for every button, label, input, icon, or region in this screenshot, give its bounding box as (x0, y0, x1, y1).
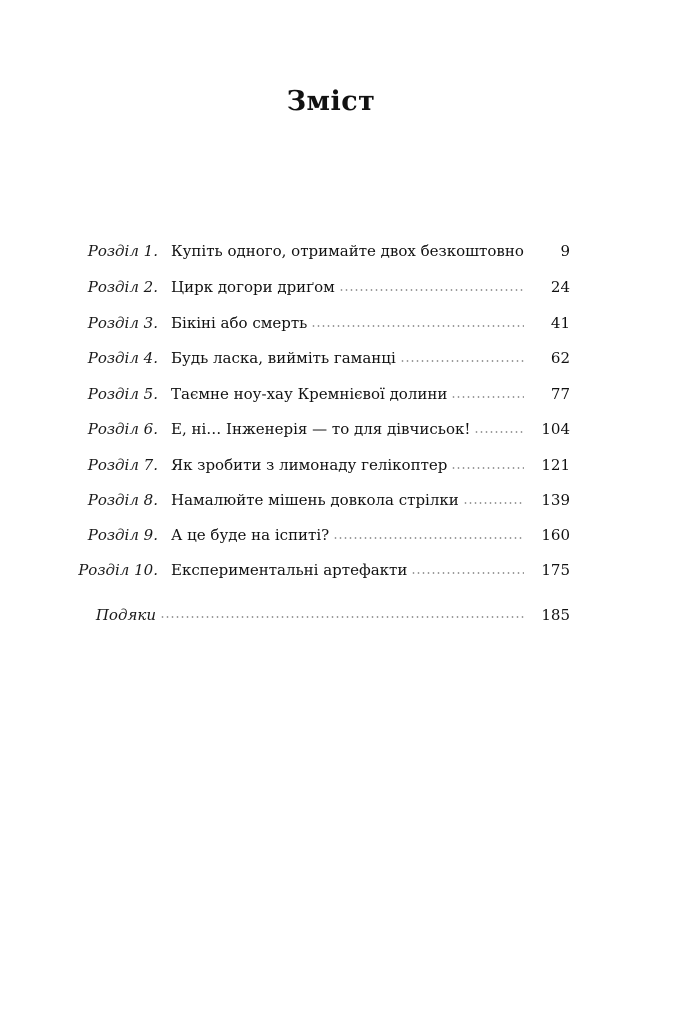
chapter-title: Як зробити з лимонаду гелікоптер (171, 456, 448, 474)
chapter-label: Розділ 2. (87, 278, 158, 296)
page-number: 41 (550, 314, 570, 332)
toc-entry-9 (0, 522, 682, 548)
chapter-title: Експериментальні артефакти (171, 561, 408, 579)
chapter-title: Таємне ноу-хау Кремнієвої долини (171, 385, 448, 403)
dot-leader (463, 502, 524, 504)
chapter-label: Розділ 7. (87, 456, 158, 474)
chapter-label: Розділ 1. (87, 242, 158, 260)
chapter-title: Цирк догори дриґом (171, 278, 335, 296)
dot-leader (160, 616, 524, 618)
page-title: Зміст (286, 86, 376, 117)
chapter-title: Намалюйте мішень довкола стрілки (171, 491, 459, 509)
chapter-title-line (171, 345, 524, 371)
chapter-label: Розділ 4. (87, 349, 158, 367)
page-number: 121 (541, 456, 570, 474)
page-number: 175 (541, 561, 570, 579)
chapter-label: Розділ 6. (87, 420, 158, 438)
toc-entry-1 (0, 238, 682, 264)
dot-leader (333, 537, 524, 539)
chapter-title-line (171, 416, 524, 442)
page-number: 104 (541, 420, 570, 438)
toc-entry-acknowledgements (0, 602, 682, 628)
page-number: 77 (550, 385, 570, 403)
chapter-title-line (171, 381, 524, 407)
dot-leader (400, 360, 524, 362)
dot-leader (451, 396, 524, 398)
toc-entry-4 (0, 345, 682, 371)
chapter-title-line (171, 274, 524, 300)
toc-entry-3 (0, 310, 682, 336)
chapter-title: Купіть одного, отримайте двох безкоштовно (171, 242, 524, 260)
chapter-title-line (171, 487, 524, 513)
page-number: 160 (541, 526, 570, 544)
dot-leader (411, 572, 524, 574)
chapter-title: Бікіні або смерть (171, 314, 308, 332)
chapter-title: Будь ласка, вийміть гаманці (171, 349, 396, 367)
toc-entry-5 (0, 381, 682, 407)
chapter-title-line (171, 522, 524, 548)
chapter-title-line (171, 238, 524, 264)
toc-entry-10 (0, 557, 682, 583)
page-number: 139 (541, 491, 570, 509)
chapter-title: А це буде на іспиті? (171, 526, 330, 544)
acknowledgements-label: Подяки (95, 606, 156, 624)
chapter-label: Розділ 8. (87, 491, 158, 509)
dot-leader (311, 325, 524, 327)
chapter-title-line (171, 557, 524, 583)
page-number: 185 (541, 606, 570, 624)
chapter-label: Розділ 9. (87, 526, 158, 544)
toc-entry-8 (0, 487, 682, 513)
page-number: 62 (550, 349, 570, 367)
toc-entry-7 (0, 452, 682, 478)
toc-entry-6 (0, 416, 682, 442)
dot-leader (339, 289, 524, 291)
dot-leader (474, 431, 524, 433)
chapter-title-line (171, 452, 524, 478)
chapter-label: Розділ 5. (87, 385, 158, 403)
chapter-title-line (171, 310, 524, 336)
toc-entry-2 (0, 274, 682, 300)
page-number: 9 (560, 242, 570, 260)
page-number: 24 (550, 278, 570, 296)
chapter-label: Розділ 10. (78, 561, 158, 579)
chapter-label: Розділ 3. (87, 314, 158, 332)
dot-leader (451, 467, 524, 469)
chapter-title: Е, ні… Інженерія — то для дівчисьок! (171, 420, 471, 438)
